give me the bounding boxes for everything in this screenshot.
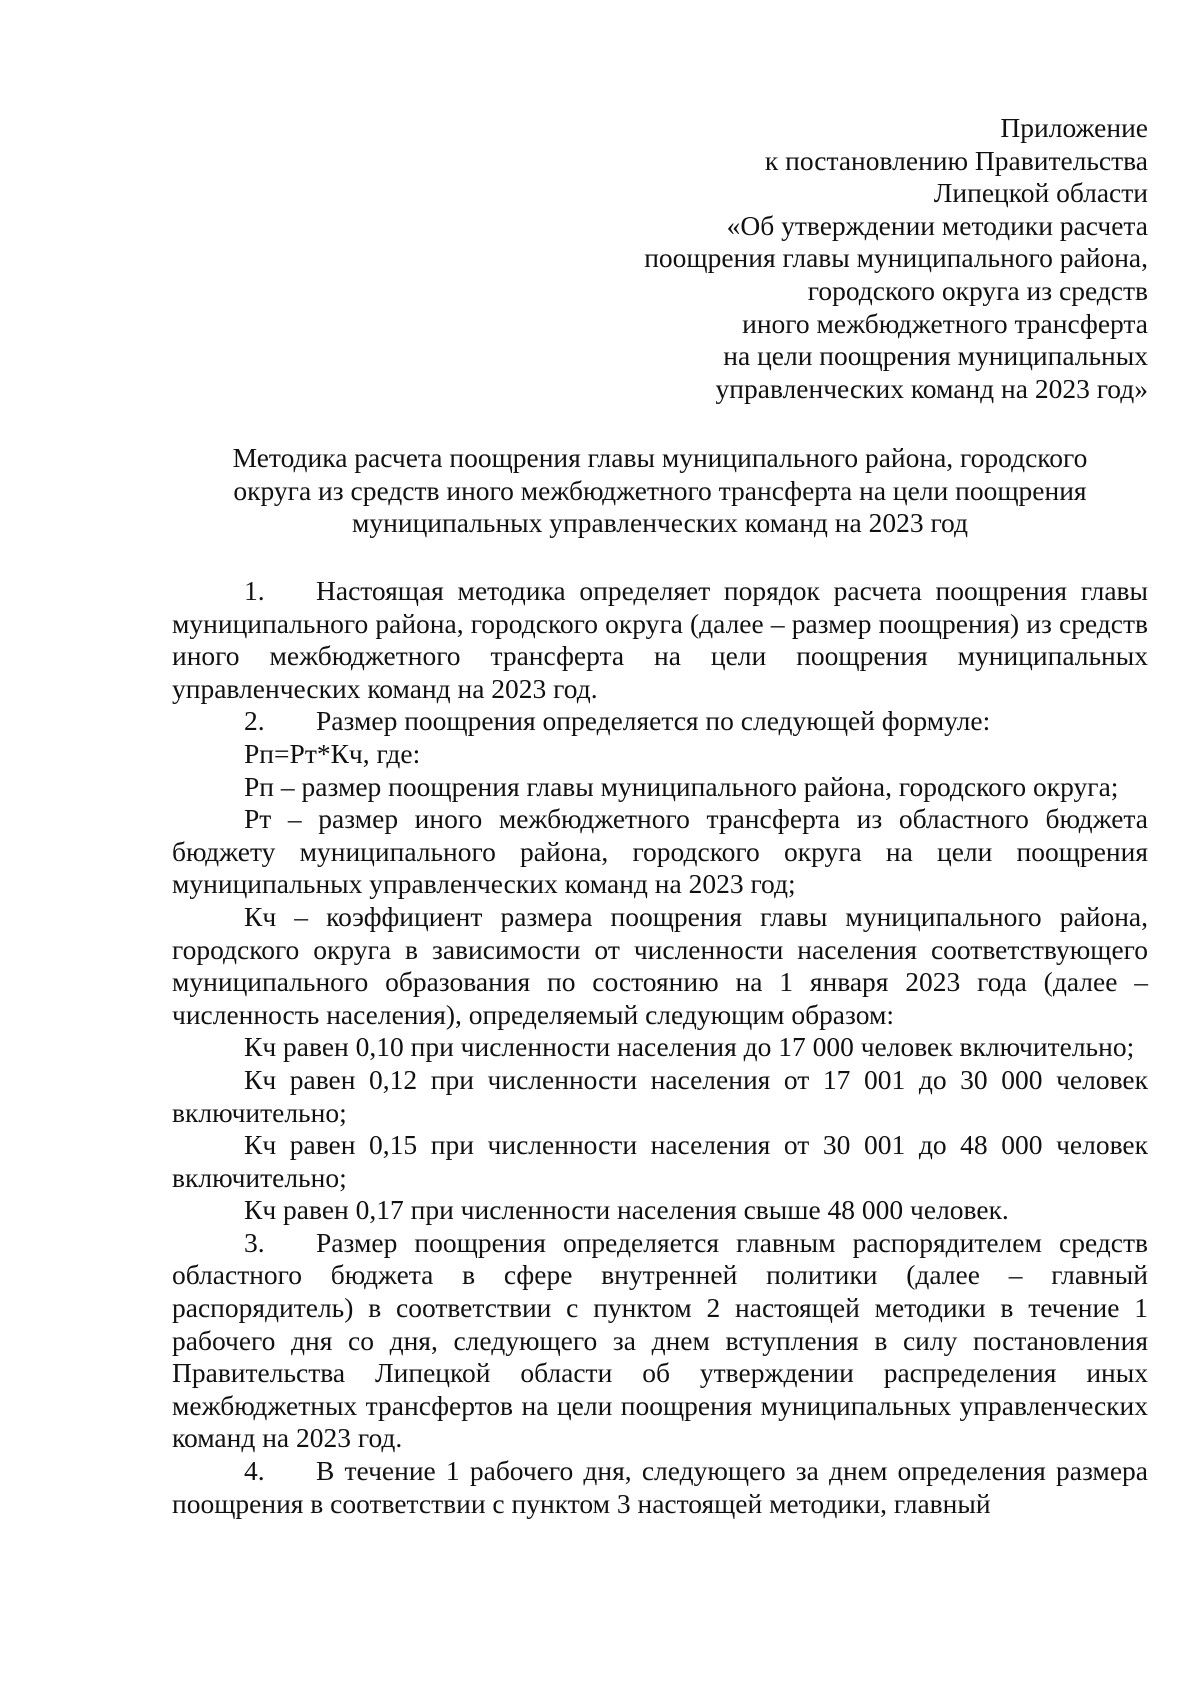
kch-rule-3: Кч равен 0,15 при численности населения от 30 001 до 48 000 человек включительно; bbox=[172, 1129, 1148, 1193]
paragraph-text: Размер поощрения определяется по следующей формуле: bbox=[316, 705, 991, 737]
formula: Рп=Рт*Кч, где: bbox=[244, 737, 421, 769]
annex-line: Липецкой области bbox=[933, 177, 1148, 209]
annex-line: иного межбюджетного трансферта bbox=[742, 307, 1148, 339]
paragraph-2 bbox=[172, 705, 1148, 738]
title-line: Методика расчета поощрения главы муниципального района, городского bbox=[232, 442, 1088, 473]
annex-line: на цели поощрения муниципальных bbox=[723, 340, 1148, 372]
kch-rule-2: Кч равен 0,12 при численности населения от 17 001 до 30 000 человек включительно; bbox=[172, 1063, 1148, 1128]
paragraph-number: 1. bbox=[244, 575, 265, 606]
annex-line: управленческих команд на 2023 год» bbox=[715, 372, 1148, 404]
paragraph-4 bbox=[172, 1455, 1148, 1520]
annex-line: Приложение bbox=[1000, 112, 1148, 143]
definition-rp: Рп – размер поощрения главы муниципального района, городского округа; bbox=[244, 770, 1119, 802]
paragraph-text: Размер поощрения определяется главным распорядителем средств областного бюджета в сфере внутренней политики (далее – главный распорядитель) в соответствии с пунктом 2 настоящей методики в течение 1 рабочего дня со дня, следующего за днем вступления в силу постановления Правительства Липецкой области об утверждении распределения иных межбюджетных трансфертов на цели поощрения муниципальных управленческих команд на 2023 год. bbox=[172, 1226, 1148, 1454]
paragraph-text: Настоящая методика определяет порядок расчета поощрения главы муниципального района, городского округа (далее – размер поощрения) из средств иного межбюджетного трансферта на цели поощрения муниципальных управленческих команд на 2023 год. bbox=[172, 575, 1148, 704]
paragraph-3 bbox=[172, 1227, 1148, 1455]
kch-rule-1: Кч равен 0,10 при численности населения до 17 000 человек включительно; bbox=[244, 1031, 1135, 1063]
kch-rule-4: Кч равен 0,17 при численности населения свыше 48 000 человек. bbox=[244, 1194, 1009, 1226]
definition-rt: Рт – размер иного межбюджетного трансферта из областного бюджета бюджету муниципального района, городского округа на цели поощрения муниципальных управленческих команд на 2023 год; bbox=[172, 803, 1148, 900]
paragraph-text: В течение 1 рабочего дня, следующего за днем определения размера поощрения в соответствии с пунктом 3 настоящей методики, главный bbox=[172, 1455, 1148, 1519]
paragraph-number: 3. bbox=[244, 1226, 265, 1258]
paragraph-number: 2. bbox=[244, 705, 265, 737]
title-line: округа из средств иного межбюджетного трансферта на цели поощрения bbox=[233, 474, 1087, 506]
definition-kch: Кч – коэффициент размера поощрения главы муниципального района, городского округа в зависимости от численности населения соответствующего муниципального образования по состоянию на 1 января 2023 года (далее – численность населения), определяемый следующим образом: bbox=[172, 900, 1148, 1030]
title-line: муниципальных управленческих команд на 2023 год bbox=[352, 507, 968, 539]
document-title bbox=[172, 442, 1148, 540]
paragraph-number: 4. bbox=[244, 1455, 265, 1487]
annex-line: поощрения главы муниципального района, bbox=[644, 242, 1148, 274]
document-body bbox=[172, 575, 1148, 1520]
annex-line: городского округа из средств bbox=[807, 274, 1148, 306]
annex-line: к постановлению Правительства bbox=[764, 144, 1148, 176]
annex-line: «Об утверждении методики расчета bbox=[726, 209, 1148, 241]
annex-header bbox=[560, 112, 1148, 405]
paragraph-1 bbox=[172, 575, 1148, 705]
